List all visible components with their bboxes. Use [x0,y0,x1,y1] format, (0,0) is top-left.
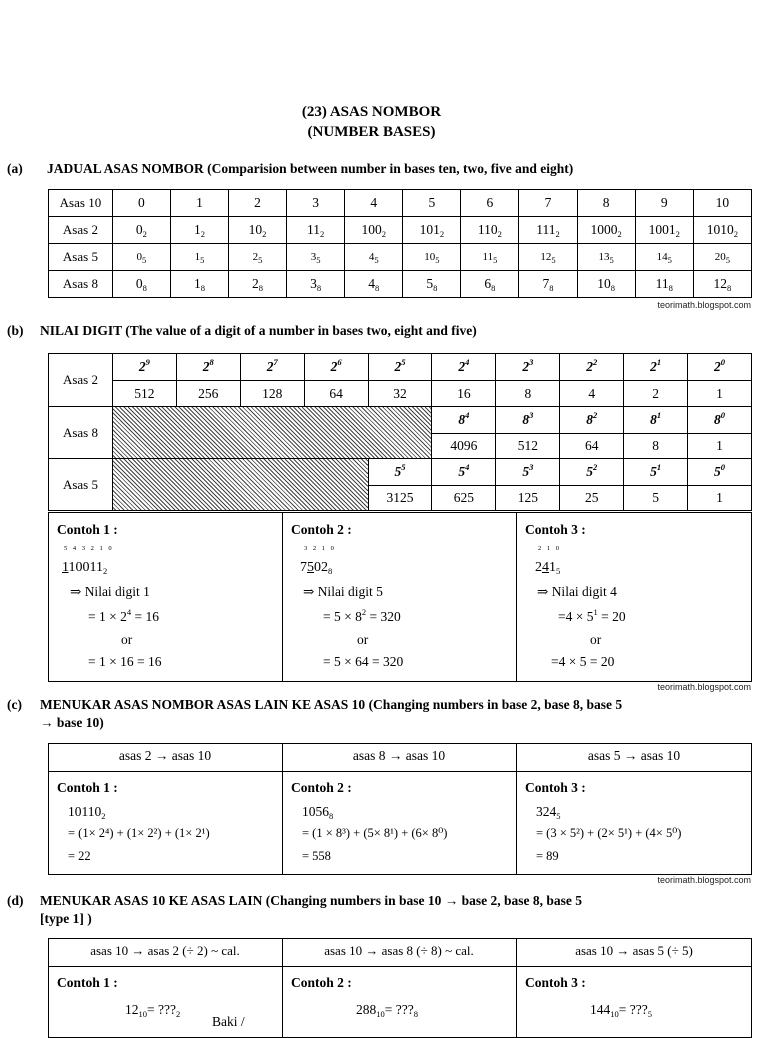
section-c-letter: (c) [7,697,22,712]
table-cell: $10_8$ [577,271,635,298]
section-c-subtitle-2: → base 10) [40,715,104,730]
table-cell: $101_2$ [403,217,461,244]
value-cell: 32 [368,381,432,407]
row-label: Asas 5 [49,244,113,271]
power-cell: $2^8$ [176,354,240,381]
conversion-header-3: asas 10 → asas 5 (÷ 5) [575,943,693,958]
value-cell: 125 [496,486,560,511]
table-cell: $11_8$ [635,271,693,298]
table-cell: $1010_2$ [693,217,751,244]
example-3-question: $144_{10}=$ $???_5$ [590,1002,652,1019]
table-cell: 10 [693,190,751,217]
section-d-title: MENUKAR ASAS 10 KE ASAS LAIN [40,893,263,908]
power-cell: $8^4$ [432,407,496,434]
table-cell: 8 [577,190,635,217]
value-cell: 3125 [368,486,432,511]
table-cell: $3_8$ [287,271,345,298]
example-1-heading: Contoh 1 : [57,522,118,537]
table-cell: $0_2$ [112,217,170,244]
remainder-label: Baki / [212,1014,245,1029]
example-1-number: $10110_2$ [68,804,106,821]
table-cell: $20_5$ [693,244,751,271]
credit-text: teorimath.blogspot.com [657,300,751,310]
table-cell: 0 [112,190,170,217]
example-3-result: =4 × 5 = 20 [551,654,615,669]
example-2-question: $288_{10}=$ $???_8$ [356,1002,418,1019]
power-cell: $2^5$ [368,354,432,381]
section-d-heading [40,893,582,909]
power-cell: $5^0$ [688,459,752,486]
example-3-expansion: = (3 × 5²) + (2× 5¹) + (4× 5⁰) [536,826,682,840]
table-cell: $12_5$ [519,244,577,271]
value-cell: 1 [688,381,752,407]
power-cell: $2^9$ [112,354,176,381]
table-cell: $1001_2$ [635,217,693,244]
value-cell: 8 [496,381,560,407]
table-cell: $1_8$ [170,271,228,298]
value-cell: 4096 [432,434,496,459]
value-cell: 1 [688,486,752,511]
example-2-number: $7502_8$ [300,560,333,576]
credit-text: teorimath.blogspot.com [657,682,751,692]
example-3-digit: ⇒ Nilai digit 4 [537,584,617,599]
example-1-digit: ⇒ Nilai digit 1 [70,584,150,599]
table-cell: 5 [403,190,461,217]
example-1-result: = 1 × 16 = 16 [88,654,162,669]
example-1-or: or [121,632,133,647]
example-3-number: $241_5$ [535,560,561,576]
power-cell: $5^2$ [560,459,624,486]
example-1-result: = 22 [68,849,91,863]
implies-icon: ⇒ [537,584,549,599]
conversion-header-1: asas 10 → asas 2 (÷ 2) ~ cal. [90,943,240,958]
power-cell: $8^3$ [496,407,560,434]
example-2-heading: Contoh 2 : [291,780,352,795]
section-b-subtitle: (The value of a digit of a number in bases two, eight and five) [125,323,477,338]
table-cell: 7 [519,190,577,217]
table-cell: $6_8$ [461,271,519,298]
section-d-letter: (d) [7,893,24,908]
table-cell: $14_5$ [635,244,693,271]
table-cell: $13_5$ [577,244,635,271]
row-label: Asas 10 [49,190,113,217]
table-cell: $10_5$ [403,244,461,271]
table-cell: $110_2$ [461,217,519,244]
table-cell: $2_8$ [229,271,287,298]
example-3-heading: Contoh 3 : [525,975,586,990]
value-cell: 64 [304,381,368,407]
example-3-number: $324_5$ [536,804,561,821]
value-cell: 64 [560,434,624,459]
example-1-question: $12_{10}=$ $???_2$ [125,1002,181,1019]
value-cell: 4 [560,381,624,407]
row-label-base2: Asas 2 [49,354,113,407]
table-row [49,271,752,298]
example-1-expansion: = (1× 2⁴) + (1× 2²) + (1× 2¹) [68,826,210,840]
section-d-subtitle: (Changing numbers in base 10 → base 2, base 8, base 5 [265,893,582,908]
value-cell: 25 [560,486,624,511]
table-cell: 9 [635,190,693,217]
power-cell: $2^2$ [560,354,624,381]
value-cell: 512 [112,381,176,407]
example-3-heading: Contoh 3 : [525,522,586,537]
power-cell: $5^5$ [368,459,432,486]
example-2-result: = 558 [302,849,331,863]
table-cell: 3 [287,190,345,217]
example-2-or: or [357,632,369,647]
divider [282,512,283,682]
example-1-number: $110011_2$ [62,560,108,576]
page-subtitle: (NUMBER BASES) [307,124,436,140]
conversion-header-3: asas 5 → asas 10 [587,748,681,763]
table-cell: $2_5$ [229,244,287,271]
table-cell: $100_2$ [345,217,403,244]
page-title: (23) ASAS NOMBOR [301,104,442,120]
value-cell: 256 [176,381,240,407]
power-cell: $2^6$ [304,354,368,381]
digit-positions: 5 4 3 2 1 0 [64,545,114,552]
value-cell: 16 [432,381,496,407]
row-label: Asas 2 [49,217,113,244]
table-cell: $11_2$ [287,217,345,244]
table-cell: 4 [345,190,403,217]
section-a-heading [47,161,573,177]
section-a-letter: (a) [7,161,23,176]
value-cell: 5 [624,486,688,511]
table-cell: $4_8$ [345,271,403,298]
implies-icon: ⇒ [303,584,315,599]
example-1-heading: Contoh 1 : [57,975,118,990]
example-3-heading: Contoh 3 : [525,780,586,795]
value-cell: 128 [240,381,304,407]
table-cell: $7_8$ [519,271,577,298]
digit-positions: 3 2 1 0 [304,545,336,552]
power-cell: $2^1$ [624,354,688,381]
value-cell: 625 [432,486,496,511]
section-a-subtitle: (Comparision between number in bases ten, two, five and eight) [207,161,574,176]
section-d-subtitle-2: [type 1] ) [40,911,92,926]
power-cell: $8^1$ [624,407,688,434]
section-b-title: NILAI DIGIT [40,323,122,338]
conversion-header-2: asas 8 → asas 10 [352,748,446,763]
power-cell: $5^4$ [432,459,496,486]
power-cell: $8^0$ [688,407,752,434]
section-b-letter: (b) [7,323,24,338]
table-cell: $0_5$ [112,244,170,271]
table-cell: $1000_2$ [577,217,635,244]
power-cell: $2^4$ [432,354,496,381]
power-cell: $8^2$ [560,407,624,434]
digit-value-table [48,353,752,511]
conversion-header-1: asas 2 → asas 10 [118,748,212,763]
example-2-digit: ⇒ Nilai digit 5 [303,584,383,599]
example-1-heading: Contoh 1 : [57,780,118,795]
value-cell: 8 [624,434,688,459]
example-2-heading: Contoh 2 : [291,975,352,990]
section-c-subtitle: (Changing numbers in base 2, base 8, base 5 [368,697,623,712]
section-c-heading [40,697,622,713]
conversion-header-2: asas 10 → asas 8 (÷ 8) ~ cal. [324,943,474,958]
example-1-calc: = $1 \times 2^4 = 16$ [88,607,159,624]
divider [48,771,752,772]
row-label-base8: Asas 8 [49,407,113,459]
example-2-result: = 5 × 64 = 320 [323,654,404,669]
value-cell: 2 [624,381,688,407]
table-cell: $0_8$ [112,271,170,298]
table-cell: $1_2$ [170,217,228,244]
section-c-title: MENUKAR ASAS NOMBOR ASAS LAIN KE ASAS 10 [40,697,366,712]
row-label: Asas 8 [49,271,113,298]
table-cell: $3_5$ [287,244,345,271]
power-cell: $5^3$ [496,459,560,486]
row-label-base5: Asas 5 [49,459,113,511]
hatched-empty-area [112,407,432,459]
section-b-heading [40,323,477,339]
table-cell: $5_8$ [403,271,461,298]
example-3-or: or [590,632,602,647]
example-2-heading: Contoh 2 : [291,522,352,537]
example-3-calc: $=4 \times 5^1 = 20$ [558,607,626,624]
credit-text: teorimath.blogspot.com [657,875,751,885]
divider [48,966,752,967]
table-row [49,244,752,271]
hatched-empty-area [112,459,368,511]
implies-icon: ⇒ [70,584,82,599]
power-cell: $5^1$ [624,459,688,486]
example-2-calc: = $5 \times 8^2 = 320$ [323,607,401,624]
table-cell: 1 [170,190,228,217]
section-a-title: JADUAL ASAS NOMBOR [47,161,204,176]
table-row [49,190,752,217]
table-cell: $10_2$ [229,217,287,244]
table-cell: $1_5$ [170,244,228,271]
power-cell: $2^3$ [496,354,560,381]
divider [516,512,517,682]
example-3-result: = 89 [536,849,559,863]
table-cell: $111_2$ [519,217,577,244]
digit-positions: 2 1 0 [538,545,561,552]
power-cell: $2^7$ [240,354,304,381]
table-cell: $11_5$ [461,244,519,271]
example-2-expansion: = (1 × 8³) + (5× 8¹) + (6× 8⁰) [302,826,448,840]
table-cell: 6 [461,190,519,217]
value-cell: 512 [496,434,560,459]
table-cell: 2 [229,190,287,217]
power-cell: $2^0$ [688,354,752,381]
base-comparison-table [48,189,752,298]
value-cell: 1 [688,434,752,459]
example-2-number: $1056_8$ [302,804,334,821]
table-cell: $4_5$ [345,244,403,271]
table-row [49,217,752,244]
table-cell: $12_8$ [693,271,751,298]
